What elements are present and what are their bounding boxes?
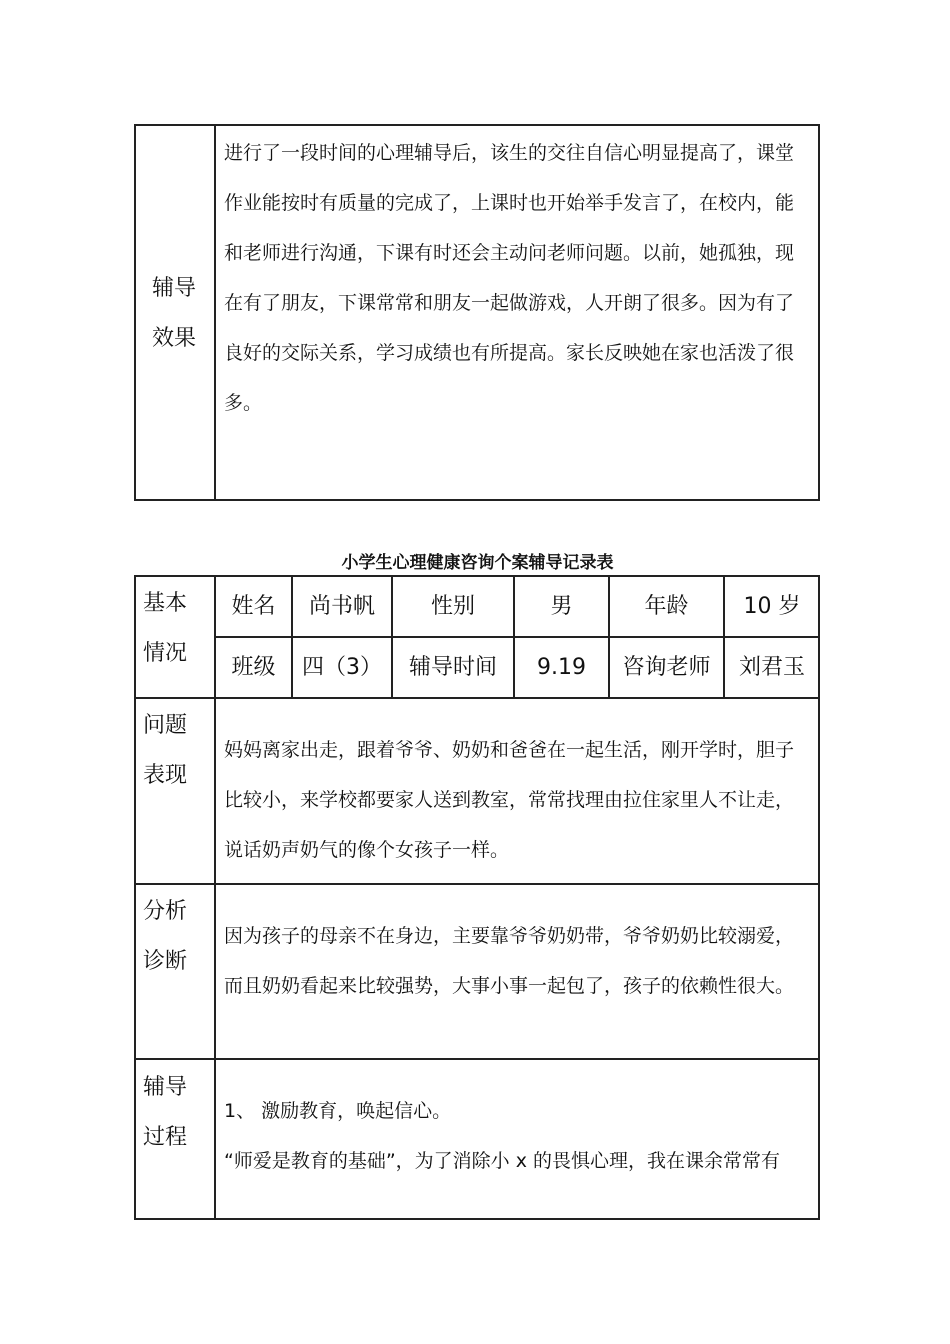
name-label: 姓名 — [231, 594, 276, 619]
effect-line: 进行了一段时间的心理辅导后，该生的交往自信心明显提高了，课堂 — [224, 142, 795, 164]
problem-label-line2: 表现 — [143, 763, 188, 788]
problem-line: 妈妈离家出走，跟着爷爷、奶奶和爸爸在一起生活，刚开学时，胆子 — [224, 739, 795, 761]
gender-label: 性别 — [430, 594, 475, 619]
analysis-paragraph — [224, 911, 794, 1011]
section-divider — [134, 883, 820, 885]
process-paragraph — [224, 1086, 780, 1186]
section-divider — [134, 1058, 820, 1060]
class-label: 班级 — [231, 655, 276, 680]
time-value: 9.19 — [537, 655, 586, 680]
basic-label-line2: 情况 — [143, 641, 188, 666]
basic-label-line1: 基本 — [143, 591, 188, 616]
problem-paragraph — [224, 725, 794, 875]
basic-col-divider — [513, 575, 515, 699]
time-label: 辅导时间 — [408, 655, 497, 680]
effect-line: 和老师进行沟通，下课有时还会主动问老师问题。以前，她孤独，现 — [224, 242, 795, 264]
basic-col-divider — [391, 575, 393, 699]
effect-line: 良好的交际关系，学习成绩也有所提高。家长反映她在家也活泼了很 — [224, 342, 795, 364]
problem-line: 说话奶声奶气的像个女孩子一样。 — [224, 839, 510, 861]
effect-label-line1: 辅导 — [152, 276, 197, 301]
problem-label-line1: 问题 — [143, 713, 188, 738]
basic-col-divider — [723, 575, 725, 699]
analysis-line: 因为孩子的母亲不在身边，主要靠爷爷奶奶带，爷爷奶奶比较溺爱， — [224, 925, 795, 947]
effect-table-divider — [214, 124, 216, 501]
effect-paragraph — [224, 128, 794, 428]
effect-line: 在有了朋友，下课常常和朋友一起做游戏，人开朗了很多。因为有了 — [224, 292, 795, 314]
process-line: “师爱是教育的基础”，为了消除小 x 的畏惧心理，我在课余常常有 — [224, 1150, 781, 1172]
gender-value: 男 — [550, 594, 573, 619]
process-line: 1、 激励教育，唤起信心。 — [224, 1100, 452, 1122]
effect-line: 作业能按时有质量的完成了，上课时也开始举手发言了，在校内，能 — [224, 192, 795, 214]
basic-col-divider — [291, 575, 293, 699]
teacher-label: 咨询老师 — [622, 655, 711, 680]
analysis-label-line1: 分析 — [143, 899, 188, 924]
analysis-line: 而且奶奶看起来比较强势，大事小事一起包了，孩子的依赖性很大。 — [224, 975, 795, 997]
process-label-line1: 辅导 — [143, 1075, 188, 1100]
section-divider — [134, 697, 820, 699]
teacher-value: 刘君玉 — [738, 655, 805, 680]
class-value: 四（3） — [302, 655, 382, 680]
age-value: 10 岁 — [743, 594, 801, 619]
effect-label-line2: 效果 — [152, 326, 197, 351]
basic-row-divider — [214, 636, 819, 638]
form-title: 小学生心理健康咨询个案辅导记录表 — [341, 553, 614, 573]
name-value: 尚书帆 — [308, 594, 375, 619]
basic-col-divider — [608, 575, 610, 699]
process-label-line2: 过程 — [143, 1125, 188, 1150]
analysis-label-line2: 诊断 — [143, 949, 188, 974]
effect-line: 多。 — [224, 392, 263, 414]
problem-line: 比较小，来学校都要家人送到教室，常常找理由拉住家里人不让走， — [224, 789, 795, 811]
age-label: 年龄 — [644, 594, 689, 619]
